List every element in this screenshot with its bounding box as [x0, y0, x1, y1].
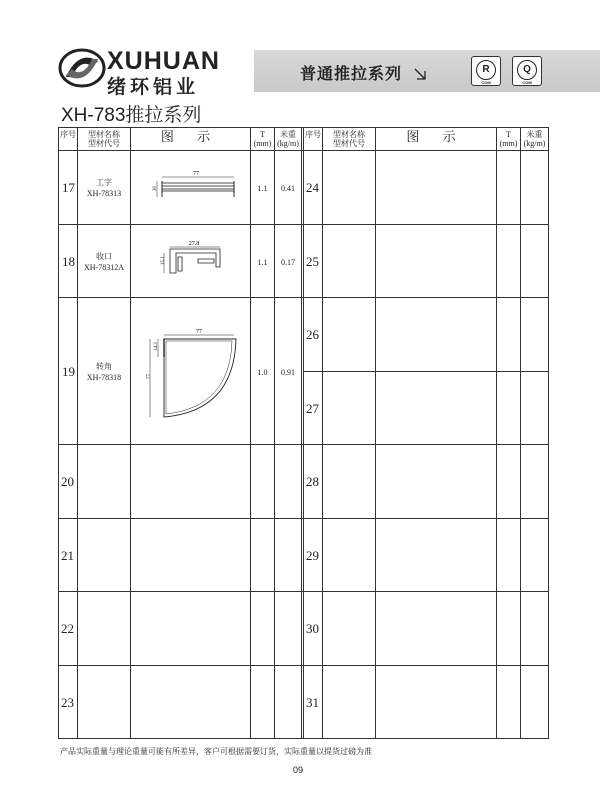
header-thickness-right: [497, 130, 520, 148]
header-weight-unit: (kg/m): [277, 139, 299, 148]
dim-width: 27.8: [188, 241, 200, 247]
profile-drawing-corner: [142, 325, 242, 425]
row-number: 24: [306, 180, 319, 195]
r-badge-letter: R: [476, 60, 496, 80]
row-number: 27: [306, 401, 319, 416]
header-weight-right-label: 米重: [526, 130, 543, 139]
row-number: 25: [306, 254, 319, 269]
profile-name: 收口: [96, 252, 112, 261]
dim-width: 77: [193, 171, 199, 177]
header-thickness-right-unit: (mm): [499, 139, 518, 148]
brand-name-en: XUHUAN: [107, 47, 220, 75]
header-seq: 序号: [60, 130, 76, 139]
xuhuan-logo-icon: [58, 47, 106, 89]
row-number: 17: [62, 180, 75, 195]
header-figure: 图 示: [160, 129, 221, 144]
header-figure-right: 图 示: [406, 129, 466, 144]
row-number: 18: [62, 254, 75, 269]
dim-depth: 14.3: [154, 342, 159, 351]
profile-table: [58, 127, 549, 739]
page-number: 09: [293, 765, 304, 775]
row-number: 19: [62, 364, 75, 379]
header-thickness-right-t: T: [506, 130, 511, 139]
header-thickness-unit: (mm): [253, 139, 272, 148]
brand-name-cn: 绪环铝业: [107, 76, 200, 98]
dim-height: 77: [147, 374, 152, 379]
row-number: 29: [306, 548, 319, 563]
header-weight-label: 米重: [280, 130, 296, 139]
weight-value: 0.17: [281, 258, 295, 267]
header-weight-right: [521, 130, 548, 148]
row-number: 22: [61, 621, 74, 636]
header-name-right-line1: 型材名称: [333, 130, 365, 139]
header-name-right: [323, 130, 375, 148]
header-name-right-line2: 型材代号: [333, 139, 365, 148]
profile-name-cell: [78, 177, 130, 199]
thickness-value: 1.1: [257, 258, 268, 267]
row-number: 21: [61, 548, 74, 563]
header-seq-right: 序号: [305, 130, 321, 139]
arrow-down-right-icon: [413, 68, 427, 80]
dim-height: 15.1: [161, 256, 166, 265]
weight-value: 0.91: [281, 368, 295, 377]
profile-code: XH-78313: [86, 189, 122, 198]
header-thickness-t: T: [260, 130, 265, 139]
q-certification-badge: [512, 56, 542, 86]
row-number: 31: [306, 695, 319, 710]
header-weight-right-unit: (kg/m): [523, 139, 546, 148]
banner-title: [300, 61, 427, 84]
q-badge-sub: COM: [522, 80, 532, 85]
profile-drawing-closing: [156, 237, 236, 281]
header-name-line2: 型材代号: [88, 139, 120, 148]
header-name-line1: 型材名称: [88, 130, 120, 139]
footer-note: 产品实际重量与理论重量可能有所差异，客户可根据需要订货，实际重量以提货过磅为准: [60, 747, 372, 756]
thickness-value: 1.1: [257, 184, 268, 193]
row-number: 26: [306, 327, 319, 342]
header-weight: [275, 130, 301, 148]
row-number: 23: [61, 695, 74, 710]
row-number: 30: [306, 621, 319, 636]
profile-name-cell: [78, 361, 130, 383]
series-title: XH-783推拉系列: [61, 105, 202, 126]
dim-width: 77: [196, 329, 202, 335]
banner-title-text: 普通推拉系列: [300, 64, 403, 83]
thickness-value: 1.0: [257, 368, 268, 377]
row-number: 20: [61, 474, 74, 489]
weight-value: 0.41: [281, 184, 295, 193]
q-badge-letter: Q: [517, 60, 537, 80]
profile-drawing-i-beam: [148, 169, 238, 203]
header-thickness: [251, 130, 274, 148]
profile-name-cell: [78, 251, 130, 273]
r-certification-badge: [471, 56, 501, 86]
profile-code: XH-78312A: [84, 263, 124, 272]
profile-name: 转角: [96, 362, 112, 371]
r-badge-sub: COM: [481, 80, 491, 85]
dim-height: 30: [153, 186, 158, 191]
profile-code: XH-78318: [86, 373, 122, 382]
profile-name: 工字: [96, 178, 112, 187]
header-name: [78, 130, 130, 148]
row-number: 28: [306, 474, 319, 489]
